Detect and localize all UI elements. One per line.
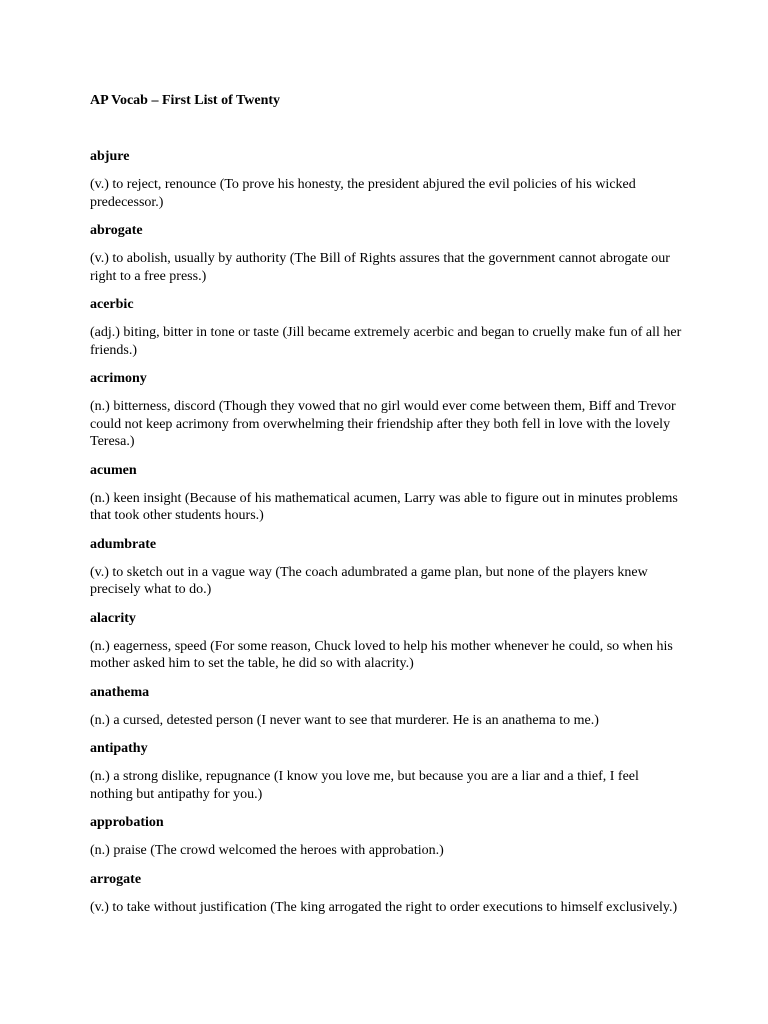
vocab-term: adumbrate [90, 536, 157, 552]
vocab-entry [90, 296, 682, 359]
vocab-definition: (v.) to abolish, usually by authority (The Bill of Rights assures that the government cannot abrogate our right to a free press.) [90, 251, 670, 284]
vocab-term: anathema [90, 684, 150, 700]
vocab-term: arrogate [90, 871, 142, 887]
vocab-entry [90, 536, 682, 599]
vocab-term: approbation [90, 815, 164, 830]
vocab-entry [90, 462, 682, 525]
vocab-entry [90, 370, 682, 451]
document-title: AP Vocab – First List of Twenty [90, 93, 281, 108]
vocab-definition: (n.) keen insight (Because of his mathematical acumen, Larry was able to figure out in minutes problems that took other students hours.) [90, 490, 678, 523]
vocab-definition: (n.) praise (The crowd welcomed the heroes with approbation.) [90, 843, 444, 858]
vocab-entry [90, 148, 682, 211]
vocab-entry [90, 814, 682, 860]
vocab-definition: (v.) to sketch out in a vague way (The coach adumbrated a game plan, but none of the players knew precisely what to do.) [90, 564, 648, 597]
vocab-term: acumen [90, 462, 137, 478]
vocab-definition: (n.) a cursed, detested person (I never want to see that murderer. He is an anathema to me.) [90, 712, 599, 728]
vocab-entry [90, 871, 682, 917]
vocab-term: abrogate [90, 223, 143, 238]
vocab-definition: (n.) eagerness, speed (For some reason, Chuck loved to help his mother whenever he could, so when his mother asked him to set the table, he did so with alacrity.) [90, 638, 673, 671]
vocab-definition: (v.) to reject, renounce (To prove his honesty, the president abjured the evil policies of his wicked predecessor.) [90, 177, 636, 210]
vocab-entry [90, 684, 682, 730]
vocab-term: acrimony [90, 371, 147, 386]
vocab-term: alacrity [90, 610, 136, 626]
vocab-definition: (n.) a strong dislike, repugnance (I know you love me, but because you are a liar and a thief, I feel nothing but antipathy for you.) [90, 769, 639, 802]
vocab-definition: (adj.) biting, bitter in tone or taste (Jill became extremely acerbic and began to cruelly make fun of all her friends.) [90, 325, 682, 358]
vocab-term: antipathy [90, 741, 148, 756]
vocab-entry [90, 222, 682, 285]
vocab-definition: (v.) to take without justification (The king arrogated the right to order executions to himself exclusively.) [90, 899, 678, 915]
vocab-term: abjure [90, 149, 130, 164]
document-page [90, 0, 682, 1024]
vocab-entry [90, 740, 682, 803]
vocab-definition: (n.) bitterness, discord (Though they vowed that no girl would ever come between them, Biff and Trevor could not keep acrimony from overwhelming their friendship after they both fell in love with the lovely Teresa.) [90, 399, 676, 449]
vocab-term: acerbic [90, 297, 134, 312]
vocab-list [90, 148, 682, 927]
vocab-entry [90, 610, 682, 673]
